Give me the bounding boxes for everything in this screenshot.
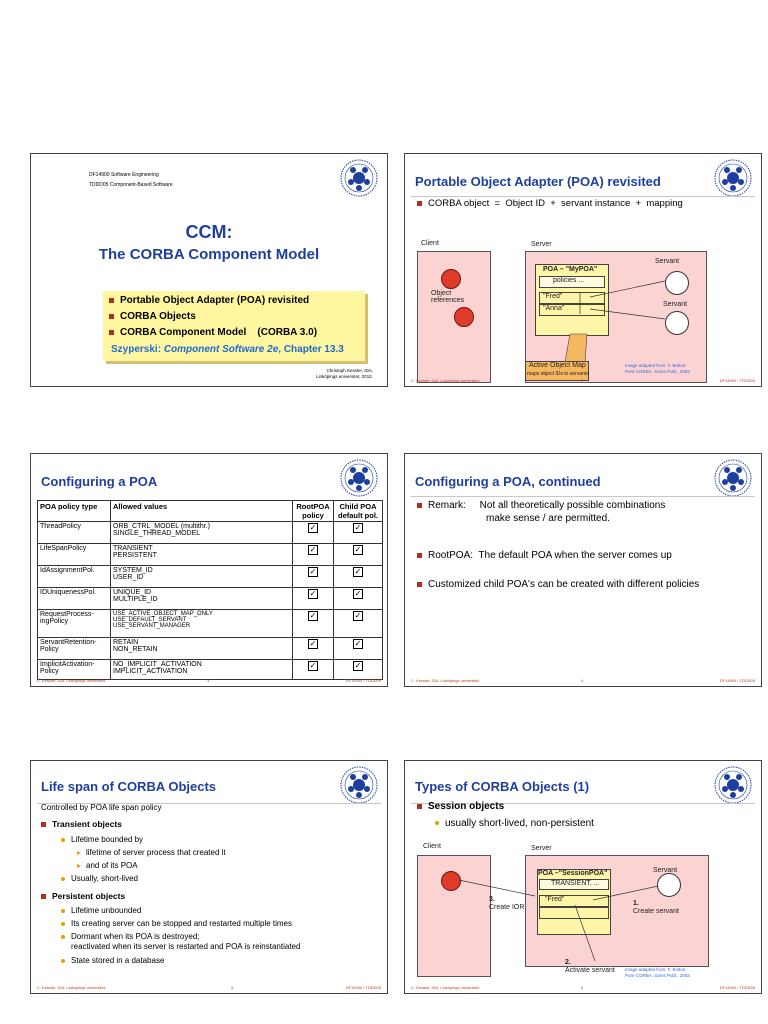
header-childpoa: Child POA default pol. (334, 501, 383, 522)
servant-label: Servant (653, 867, 678, 874)
slide-5 (30, 760, 388, 994)
footer-left: C. Kessler, IDA, Linköpings universitet. (411, 985, 480, 990)
sub-sub-bullet: and of its POA (77, 861, 138, 870)
checkbox-icon: ✓ (309, 661, 317, 670)
server-label: Server (531, 845, 552, 852)
server-label: Server (531, 241, 552, 248)
allowed-values-cell: NO_IMPLICIT_ACTIVATION IMPLICIT_ACTIVATION (111, 660, 293, 680)
checkbox-icon: ✓ (309, 611, 317, 620)
image-credit: Image adapted from: F. Bolton: (625, 967, 687, 972)
rootpoa-cell (293, 588, 334, 610)
table-row (38, 610, 383, 638)
header-rootpoa: RootPOA policy (293, 501, 334, 522)
university-logo-icon (339, 458, 379, 498)
sub-bullet-continuation: reactivated when its server is restarted and POA is reinstantiated (71, 942, 301, 951)
sub-bullet: Its creating server can be stopped and restarted multiple times (61, 919, 292, 928)
bullet-item: Transient objects (41, 819, 122, 829)
step-2-label: Activate servant (565, 967, 615, 974)
step-2-number: 2. (565, 959, 571, 966)
table-row (38, 588, 383, 610)
header-allowed-values: Allowed values (111, 501, 293, 522)
footer-left: C. Kessler, IDA, Linköpings universitet. (37, 985, 106, 990)
table-row (38, 522, 383, 544)
bullet-square-icon (109, 330, 114, 335)
slide-title: Configuring a POA, continued (415, 474, 601, 489)
reference-line: Szyperski: Component Software 2e, Chapter 13.3 (111, 344, 344, 355)
slide-6 (404, 760, 762, 994)
aom-label: Active Object Map (529, 362, 586, 369)
footer-left: C. Kessler, IDA, Linköpings universitet. (37, 678, 106, 683)
page-number: 5 (231, 985, 234, 990)
rootpoa-cell (293, 610, 334, 638)
bullet-dot-icon (61, 877, 65, 881)
step-1-number: 1. (633, 900, 639, 907)
rootpoa-cell (293, 566, 334, 588)
checkbox-icon: ✓ (309, 639, 317, 648)
object-id-fred: "Fred" (543, 293, 563, 300)
footer-right: DF14900 / TDDD05 (719, 378, 755, 383)
slide-title-line-2: The CORBA Component Model (98, 246, 320, 263)
table-header-row (38, 501, 383, 522)
image-credit: Pure CORBA. Sams Publ., 2002. (625, 973, 692, 978)
step-3-number: 3. (489, 896, 495, 903)
topic-item: Portable Object Adapter (POA) revisited (109, 295, 309, 306)
bullet-square-icon (109, 314, 114, 319)
transient-label: TRANSIENT, ... (551, 880, 600, 887)
callout-pointer (405, 154, 762, 387)
bullet-item: Session objects (417, 801, 504, 812)
childpoa-cell (334, 544, 383, 566)
course-line-1: DF14900 Software Engineering (89, 172, 159, 178)
policy-type-cell: IDUniquenessPol. (38, 588, 111, 610)
childpoa-cell (334, 610, 383, 638)
checkbox-icon: ✓ (309, 567, 317, 576)
footer-left: C. Kessler, IDA, Linköpings universitet. (411, 678, 480, 683)
flow-arrows (405, 761, 762, 994)
university-logo-icon (339, 158, 379, 198)
rootpoa-cell (293, 638, 334, 660)
university-logo-icon (339, 765, 379, 805)
slide-title-line-1: CCM: (185, 222, 233, 242)
footer-right: DF14900 / TDDD05 (345, 678, 381, 683)
checkbox-icon: ✓ (354, 545, 362, 554)
sub-bullet: State stored in a database (61, 956, 164, 965)
servant-icon (657, 873, 681, 897)
page-number: 2 (581, 378, 584, 383)
footer-right: DF14900 / TDDD05 (719, 678, 755, 683)
slide-title: Life span of CORBA Objects (41, 779, 217, 794)
page-number: 4 (581, 678, 584, 683)
slide-title: Portable Object Adapter (POA) revisited (415, 174, 661, 189)
object-id-anna: "Anna" (543, 305, 565, 312)
bullet-dot-icon (61, 922, 65, 926)
checkbox-icon: ✓ (354, 661, 362, 670)
table-row (38, 544, 383, 566)
allowed-values-cell: TRANSIENT PERSISTENT (111, 544, 293, 566)
author-line-2: Linköpings universitet, 2012. (315, 374, 373, 379)
bullet-triangle-icon (77, 851, 81, 855)
bullet-continuation: make sense / are permitted. (486, 513, 610, 524)
sub-bullet: Dormant when its POA is destroyed; (61, 932, 200, 941)
university-logo-icon (713, 458, 753, 498)
bullet-square-icon (417, 582, 422, 587)
image-credit: Image adapted from: F. Bolton: (625, 363, 687, 368)
step-3-label: Create IOR (489, 904, 525, 911)
page-number: 6 (581, 985, 584, 990)
policy-type-cell: ServantRetention-Policy (38, 638, 111, 660)
allowed-values-cell: SYSTEM_ID USER_ID (111, 566, 293, 588)
bullet-dot-icon (61, 935, 65, 939)
sub-sub-bullet: lifetime of server process that created it (77, 848, 226, 857)
checkbox-icon: ✓ (309, 523, 317, 532)
bullet-square-icon (109, 298, 114, 303)
poa-policy-table (37, 500, 383, 680)
object-references-label: Object references (431, 290, 465, 304)
slide-3 (30, 453, 388, 687)
intro-text: Controlled by POA life span policy (41, 803, 162, 812)
checkbox-icon: ✓ (309, 589, 317, 598)
topic-item: CORBA Objects (109, 311, 196, 322)
step-1-label: Create servant (633, 908, 679, 915)
bullet-item: CORBA object = Object ID + servant instance + mapping (417, 198, 683, 209)
policy-type-cell: RequestProcess-ingPolicy (38, 610, 111, 638)
policy-type-cell: IdAssignmentPol. (38, 566, 111, 588)
checkbox-icon: ✓ (354, 639, 362, 648)
allowed-values-cell: RETAIN NON_RETAIN (111, 638, 293, 660)
client-label: Client (423, 843, 441, 850)
object-id-fred: "Fred" (545, 896, 565, 903)
allowed-values-cell: ORB_CTRL_MODEL (multithr.) SINGLE_THREAD_MODEL (111, 522, 293, 544)
sub-bullet: Lifetime bounded by (61, 835, 143, 844)
allowed-values-cell: UNIQUE_ID MULTIPLE_ID (111, 588, 293, 610)
rootpoa-cell (293, 522, 334, 544)
checkbox-icon: ✓ (309, 545, 317, 554)
topic-item: CORBA Component Model (CORBA 3.0) (109, 327, 317, 338)
childpoa-cell (334, 522, 383, 544)
allowed-values-cell: USE_ACTIVE_OBJECT_MAP_ONLY USE_DEFAULT_SERVANT USE_SERVANT_MANAGER (111, 610, 293, 638)
footer-right: DF14900 / TDDD05 (719, 985, 755, 990)
aom-description: maps object IDs to servants (527, 371, 589, 377)
slide-1 (30, 153, 388, 387)
sub-bullet: usually short-lived, non-persistent (435, 818, 594, 829)
table-row (38, 566, 383, 588)
header-policy-type: POA policy type (38, 501, 111, 522)
childpoa-cell (334, 660, 383, 680)
poa-name: POA –"SessionPOA" (538, 870, 608, 877)
bullet-square-icon (41, 894, 46, 899)
footer-left: C. Kessler, IDA, Linköpings universitet. (411, 378, 480, 383)
slide-title: Configuring a POA (41, 474, 158, 489)
childpoa-cell (334, 638, 383, 660)
checkbox-icon: ✓ (354, 611, 362, 620)
image-credit: Pure CORBA. Sams Publ., 2002. (625, 369, 692, 374)
childpoa-cell (334, 588, 383, 610)
footer-right: DF14900 / TDDD05 (345, 985, 381, 990)
bullet-item: Customized child POA's can be created with different policies (417, 579, 699, 590)
bullet-item: Persistent objects (41, 891, 125, 901)
table-row (38, 638, 383, 660)
bullet-item: Remark: Not all theoretically possible combinations (417, 500, 665, 511)
bullet-dot-icon (61, 909, 65, 913)
client-label: Client (421, 240, 439, 247)
checkbox-icon: ✓ (354, 589, 362, 598)
slide-2 (404, 153, 762, 387)
poa-name: POA – "MyPOA" (543, 266, 598, 273)
policies-label: policies ... (553, 277, 585, 284)
bullet-square-icon (41, 822, 46, 827)
servant-label: Servant (663, 301, 688, 308)
sub-bullet: Usually, short-lived (61, 874, 138, 883)
divider (411, 496, 755, 497)
slide-title: Types of CORBA Objects (1) (415, 779, 590, 794)
course-line-2: TDDD05 Component-Based Software (89, 182, 173, 188)
childpoa-cell (334, 566, 383, 588)
rootpoa-cell (293, 544, 334, 566)
sub-bullet: Lifetime unbounded (61, 906, 141, 915)
page-number: 3 (207, 678, 210, 683)
bullet-square-icon (417, 503, 422, 508)
rootpoa-cell (293, 660, 334, 680)
checkbox-icon: ✓ (354, 567, 362, 576)
author-line-1: Christoph Kessler, IDA, (326, 368, 373, 373)
policy-type-cell: ImplicitActivation-Policy (38, 660, 111, 680)
checkbox-icon: ✓ (354, 523, 362, 532)
bullet-dot-icon (61, 959, 65, 963)
table-row (38, 660, 383, 680)
policy-type-cell: LifeSpanPolicy (38, 544, 111, 566)
bullet-square-icon (417, 553, 422, 558)
servant-label: Servant (655, 258, 680, 265)
policy-type-cell: ThreadPolicy (38, 522, 111, 544)
bullet-dot-icon (61, 838, 65, 842)
slide-4 (404, 453, 762, 687)
bullet-triangle-icon (77, 864, 81, 868)
bullet-item: RootPOA: The default POA when the server comes up (417, 550, 672, 561)
